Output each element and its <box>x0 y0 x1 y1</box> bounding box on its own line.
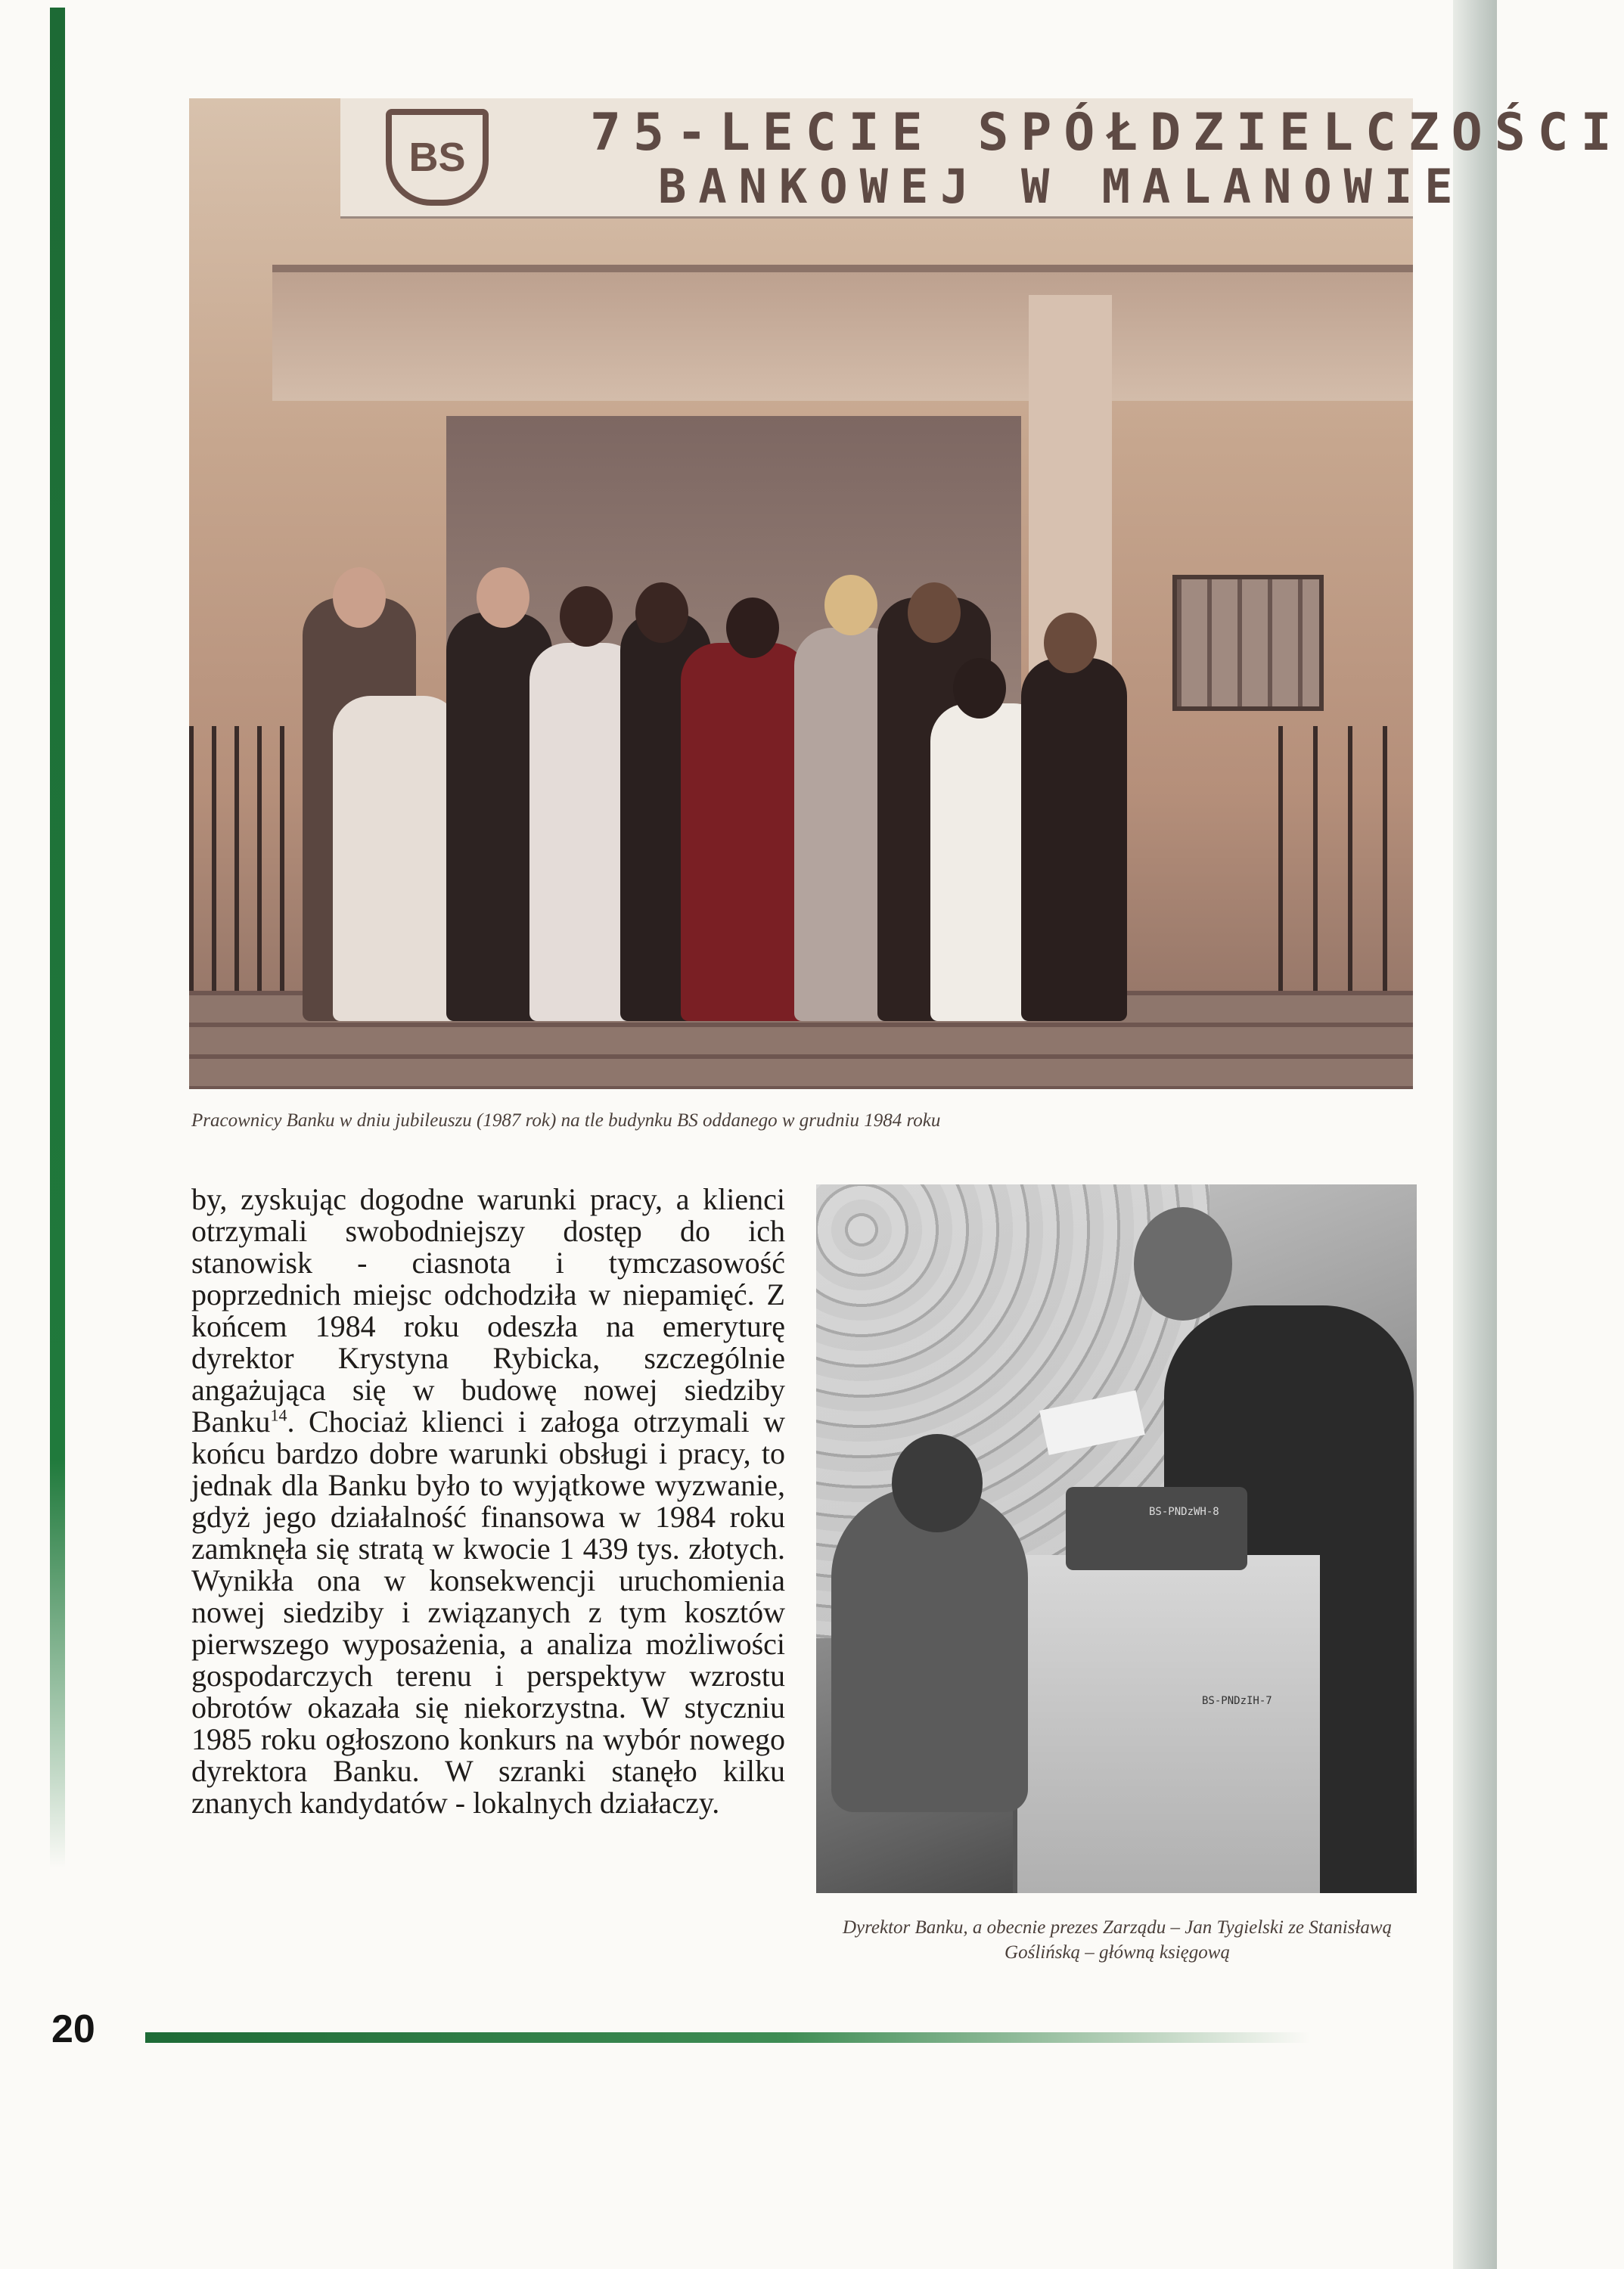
photo-caption-bottom: Dyrektor Banku, a obecnie prezes Zarządu – Jan Tygielski ze Stanisławą Goślińską – główną księgową <box>842 1917 1393 1963</box>
photo-caption-top: Pracownicy Banku w dniu jubileuszu (1987 rok) na tle budynku BS oddanego w grudniu 1984 roku <box>191 1110 941 1131</box>
director-head <box>1134 1207 1232 1321</box>
head <box>1044 613 1097 673</box>
bs-logo: BS <box>386 109 489 206</box>
head <box>726 598 779 658</box>
person <box>681 643 809 1021</box>
right-railing <box>1278 726 1413 998</box>
footnote-reference: 14 <box>270 1405 287 1425</box>
staff-group <box>303 552 1135 1021</box>
head <box>635 582 688 643</box>
accountant-figure <box>831 1487 1028 1812</box>
building-canopy <box>272 265 1413 401</box>
photo-director-accountant <box>816 1184 1417 1893</box>
machine-inventory-label: BS-PNDzWH-8 <box>1149 1506 1219 1518</box>
head <box>953 658 1006 719</box>
banner-line-2: BANKOWEJ W MALANOWIE <box>658 159 1465 214</box>
head <box>824 575 877 635</box>
head <box>560 586 613 647</box>
head <box>908 582 961 643</box>
page-number: 20 <box>51 2007 95 2051</box>
page-edge-shadow <box>1453 0 1497 2269</box>
green-margin-bar <box>50 8 65 1868</box>
person <box>333 696 461 1021</box>
body-paragraph <box>191 1184 785 1819</box>
photo-jubilee-staff <box>189 98 1624 1089</box>
accountant-head <box>892 1434 983 1532</box>
footer-rule <box>145 2032 1310 2043</box>
jubilee-banner <box>340 98 1624 219</box>
person <box>1021 658 1127 1021</box>
desk-inventory-label: BS-PNDzIH-7 <box>1202 1695 1272 1707</box>
head <box>333 567 386 628</box>
office-desk <box>1013 1555 1320 1893</box>
body-text-part-1: by, zyskując dogodne warunki pracy, a klienci otrzymali swobodniejszy dostęp do ich stanowisk - ciasnota i tymczasowość poprzednich miejsc odchodziła w niepamięć. Z końcem 1984 roku odeszła na emeryturę dyrektor Krystyna Rybicka, szczególnie angażująca się w budowę nowej siedziby Banku <box>191 1182 785 1439</box>
body-text-part-2: . Chociaż klienci i załoga otrzymali w końcu bardzo dobre warunki obsługi i pracy, to jednak dla Banku było to wyjątkowe wyzwanie, gdyż jego działalność finansowa w 1984 roku zamknęła się stratą w kwocie 1 439 tys. złotych. Wynikła ona w konsekwencji uruchomienia nowej siedziby i związanych z tym kosztów pierwszego wyposażenia, a analiza możliwości gospodarczych terenu i perspektyw wzrostu obrotów okazała się niekorzystna. W styczniu 1985 roku ogłoszono konkurs na wybór nowego dyrektora Banku. W szranki stanęło kilku znanych kandydatów - lokalnych działaczy. <box>191 1405 785 1820</box>
banner-line-1: 75-LECIE SPÓŁDZIELCZOŚCI <box>590 103 1624 163</box>
calculating-machine <box>1066 1487 1247 1570</box>
barred-window <box>1172 575 1324 711</box>
head <box>477 567 529 628</box>
